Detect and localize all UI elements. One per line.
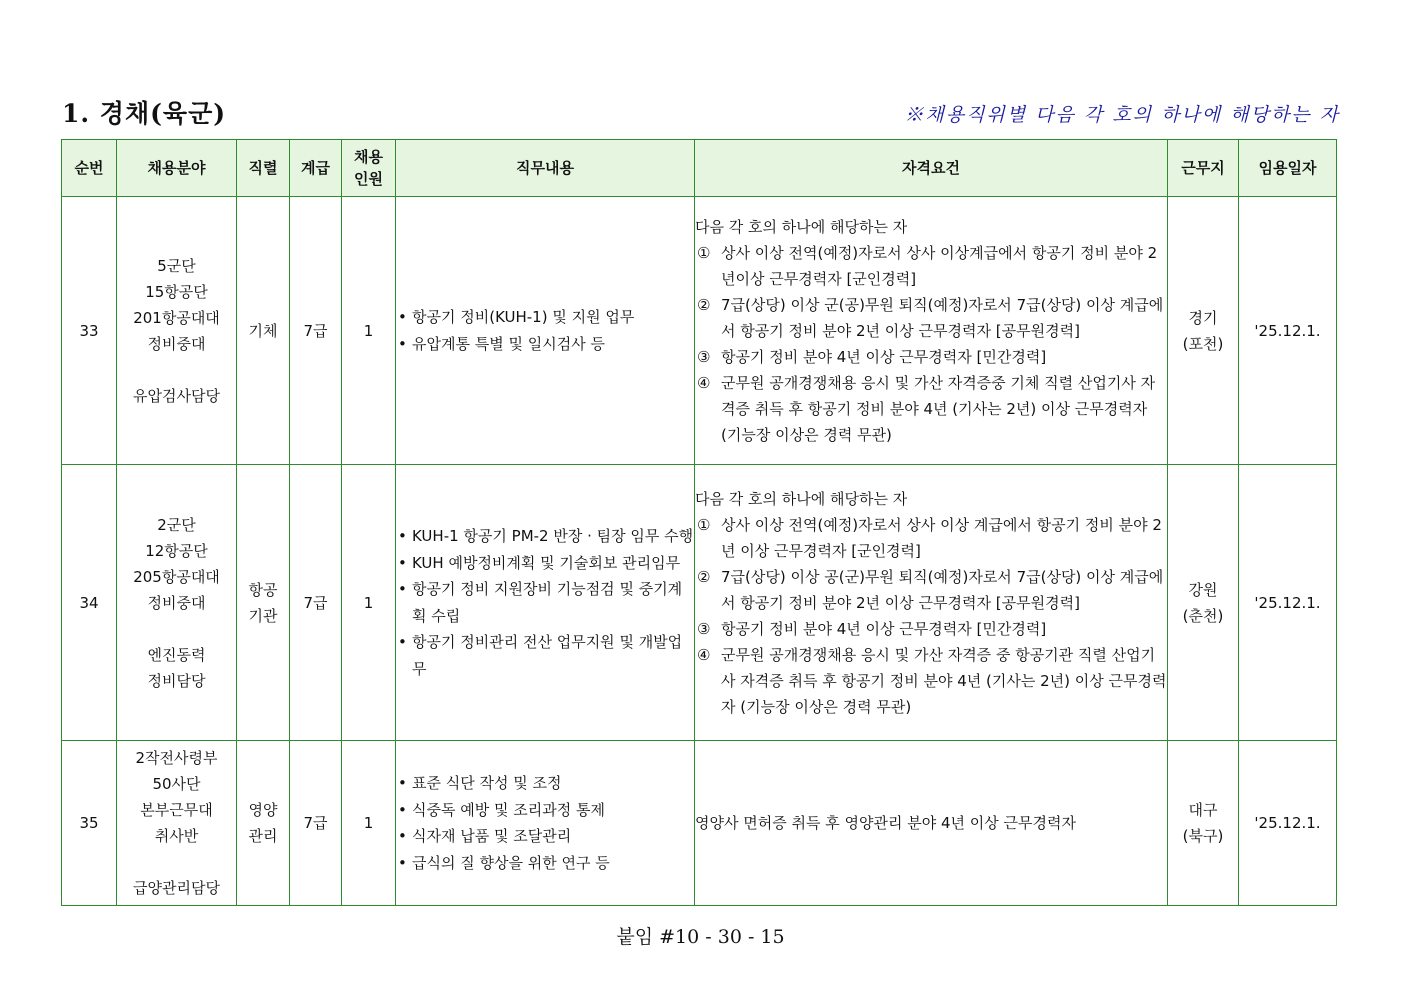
header-count: 채용 인원 bbox=[342, 140, 396, 197]
qualification-number: ① bbox=[697, 515, 711, 534]
qualification-item bbox=[695, 642, 1167, 720]
duty-item: • KUH-1 항공기 PM-2 반장 · 팀장 임무 수행 bbox=[396, 523, 694, 550]
qualification-intro: 다음 각 호의 하나에 해당하는 자 bbox=[695, 489, 908, 508]
headcount: 1 bbox=[342, 465, 396, 741]
duty-item: • 표준 식단 작성 및 조정 bbox=[396, 770, 694, 797]
header-date: 임용일자 bbox=[1239, 140, 1337, 197]
grade: 7급 bbox=[290, 465, 342, 741]
qualification-item bbox=[695, 344, 1167, 370]
duty-item: • 식중독 예방 및 조리과정 통제 bbox=[396, 797, 694, 824]
recruit-field: 2작전사령부 50사단 본부근무대 취사반 급양관리담당 bbox=[117, 741, 237, 906]
appointment-date: '25.12.1. bbox=[1239, 741, 1337, 906]
duty-item: • 식자재 납품 및 조달관리 bbox=[396, 823, 694, 850]
header-qual: 자격요건 bbox=[695, 140, 1168, 197]
duty-item: • 유압계통 특별 및 일시검사 등 bbox=[396, 331, 694, 358]
qualification-intro: 다음 각 호의 하나에 해당하는 자 bbox=[695, 217, 908, 236]
duty-list bbox=[396, 523, 694, 682]
duty-item: • KUH 예방정비계획 및 기술회보 관리임무 bbox=[396, 550, 694, 577]
job-series: 기체 bbox=[237, 197, 290, 465]
header-location: 근무지 bbox=[1168, 140, 1239, 197]
table-row bbox=[62, 741, 1337, 906]
qualification-text: 군무원 공개경쟁채용 응시 및 가산 자격증 중 항공기관 직렬 산업기사 자격증 취득 후 항공기 정비 분야 4년 (기사는 2년) 이상 근무경력자 (기능장 이상은 경력 무관) bbox=[721, 645, 1167, 716]
qualification-text: 상사 이상 전역(예정)자로서 상사 이상계급에서 항공기 정비 분야 2년이상 근무경력자 [군인경력] bbox=[721, 243, 1158, 288]
qualification-number: ③ bbox=[697, 619, 711, 638]
recruitment-table bbox=[61, 139, 1337, 906]
qualification-item bbox=[695, 292, 1167, 344]
qualification-number: ② bbox=[697, 567, 711, 586]
table-header-row bbox=[62, 140, 1337, 197]
row-number: 34 bbox=[62, 465, 117, 741]
qualification-text: 7급(상당) 이상 공(군)무원 퇴직(예정)자로서 7급(상당) 이상 계급에서 항공기 정비 분야 2년 이상 근무경력자 [공무원경력] bbox=[721, 567, 1164, 612]
row-number: 35 bbox=[62, 741, 117, 906]
qualification-item bbox=[695, 512, 1167, 564]
header-no: 순번 bbox=[62, 140, 117, 197]
grade: 7급 bbox=[290, 741, 342, 906]
duty-item: • 항공기 정비관리 전산 업무지원 및 개발업무 bbox=[396, 629, 694, 682]
qualification bbox=[695, 741, 1168, 906]
qualification-intro: 영양사 면허증 취득 후 영양관리 분야 4년 이상 근무경력자 bbox=[695, 814, 1076, 832]
qualification-number: ④ bbox=[697, 645, 711, 664]
section-title: 1. 경채(육군) bbox=[62, 99, 227, 128]
qualification-list bbox=[695, 512, 1167, 720]
qualification-item bbox=[695, 370, 1167, 448]
table-row bbox=[62, 465, 1337, 741]
duty-content bbox=[396, 197, 695, 465]
qualification bbox=[695, 465, 1168, 741]
duty-content bbox=[396, 465, 695, 741]
duty-item: • 항공기 정비 지원장비 기능점검 및 중기계획 수립 bbox=[396, 576, 694, 629]
header-duty: 직무내용 bbox=[396, 140, 695, 197]
header-series: 직렬 bbox=[237, 140, 290, 197]
qualification-list bbox=[695, 240, 1167, 448]
qualification-item bbox=[695, 564, 1167, 616]
qualification-text: 항공기 정비 분야 4년 이상 근무경력자 [민간경력] bbox=[721, 347, 1047, 366]
headcount: 1 bbox=[342, 741, 396, 906]
appointment-date: '25.12.1. bbox=[1239, 465, 1337, 741]
table-body bbox=[62, 197, 1337, 906]
qualification-text: 항공기 정비 분야 4년 이상 근무경력자 [민간경력] bbox=[721, 619, 1047, 638]
page-footer: 붙임 #10 - 30 - 15 bbox=[616, 926, 785, 948]
qualification-item bbox=[695, 240, 1167, 292]
duty-list bbox=[396, 304, 694, 357]
qualification-item bbox=[695, 616, 1167, 642]
qualification-number: ① bbox=[697, 243, 711, 262]
work-location: 대구 (북구) bbox=[1168, 741, 1239, 906]
duty-item: • 항공기 정비(KUH-1) 및 지원 업무 bbox=[396, 304, 694, 331]
job-series: 항공 기관 bbox=[237, 465, 290, 741]
header-field: 채용분야 bbox=[117, 140, 237, 197]
qualification-text: 군무원 공개경쟁채용 응시 및 가산 자격증중 기체 직렬 산업기사 자격증 취득 후 항공기 정비 분야 4년 (기사는 2년) 이상 근무경력자 (기능장 이상은 경력 무관) bbox=[721, 373, 1156, 444]
recruit-field: 2군단 12항공단 205항공대대 정비중대 엔진동력 정비담당 bbox=[117, 465, 237, 741]
qualification-number: ④ bbox=[697, 373, 711, 392]
header-grade: 계급 bbox=[290, 140, 342, 197]
headcount: 1 bbox=[342, 197, 396, 465]
appointment-date: '25.12.1. bbox=[1239, 197, 1337, 465]
job-series: 영양 관리 bbox=[237, 741, 290, 906]
duty-list bbox=[396, 770, 694, 876]
work-location: 경기 (포천) bbox=[1168, 197, 1239, 465]
duty-item: • 급식의 질 향상을 위한 연구 등 bbox=[396, 850, 694, 877]
qualification-number: ③ bbox=[697, 347, 711, 366]
recruit-field: 5군단 15항공단 201항공대대 정비중대 유압검사담당 bbox=[117, 197, 237, 465]
work-location: 강원 (춘천) bbox=[1168, 465, 1239, 741]
eligibility-note: ※채용직위별 다음 각 호의 하나에 해당하는 자 bbox=[904, 104, 1340, 126]
qualification-text: 상사 이상 전역(예정)자로서 상사 이상 계급에서 항공기 정비 분야 2년 이상 근무경력자 [군인경력] bbox=[721, 515, 1162, 560]
duty-content bbox=[396, 741, 695, 906]
qualification-number: ② bbox=[697, 295, 711, 314]
row-number: 33 bbox=[62, 197, 117, 465]
grade: 7급 bbox=[290, 197, 342, 465]
qualification-text: 7급(상당) 이상 군(공)무원 퇴직(예정)자로서 7급(상당) 이상 계급에서 항공기 정비 분야 2년 이상 근무경력자 [공무원경력] bbox=[721, 295, 1164, 340]
qualification bbox=[695, 197, 1168, 465]
table-row bbox=[62, 197, 1337, 465]
